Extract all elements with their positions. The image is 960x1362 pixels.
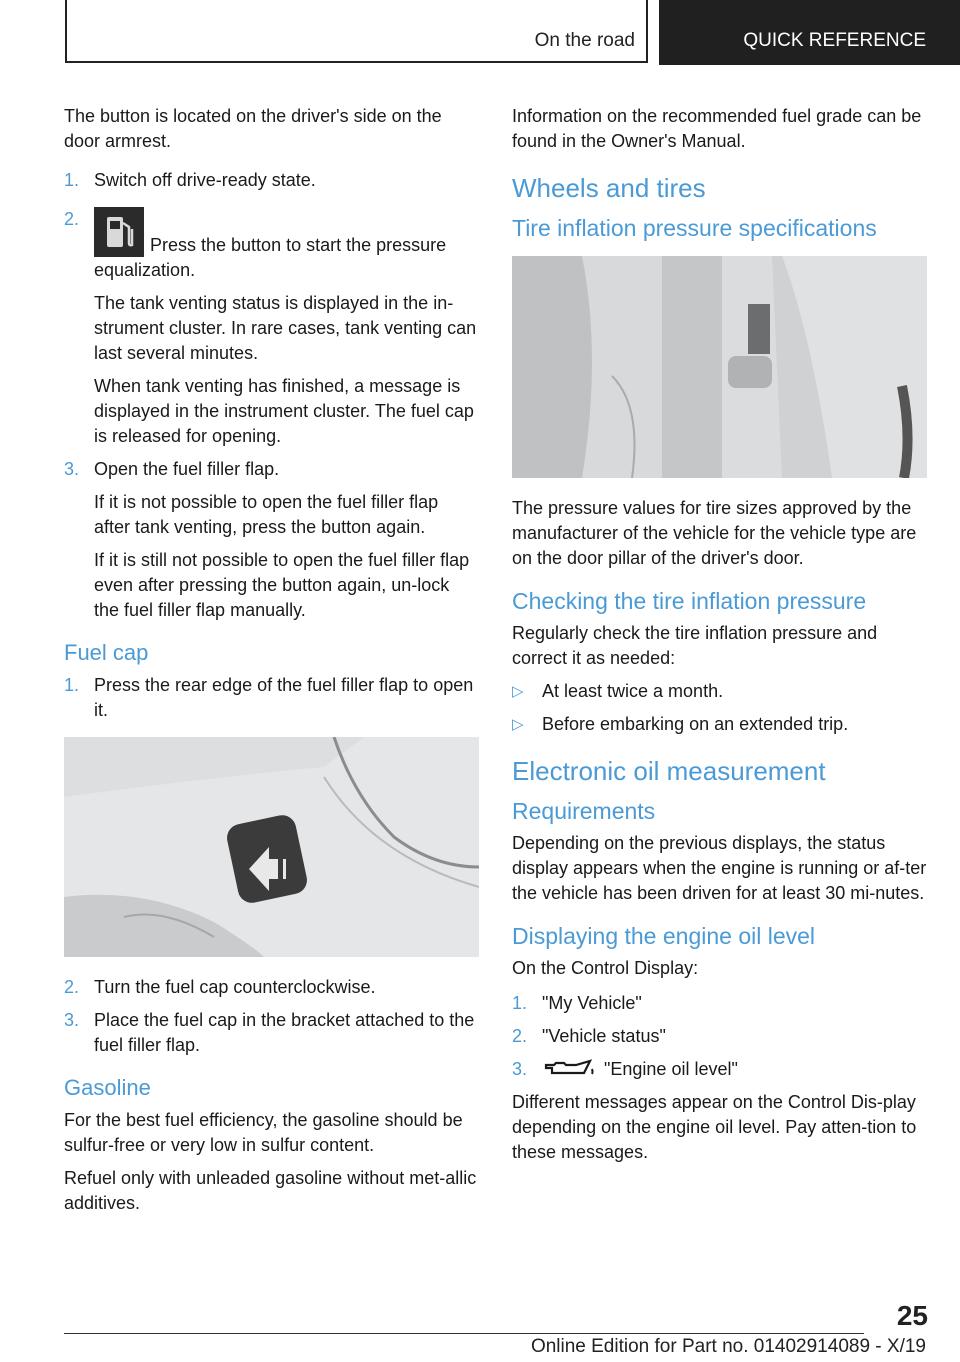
gasoline-paragraph: For the best fuel efficiency, the gasoline should be sulfur-free or very low in sulfur content. bbox=[64, 1110, 463, 1155]
fuel-cap-heading: Fuel cap bbox=[64, 640, 149, 665]
step-number: 2. bbox=[512, 1026, 528, 1046]
page-number: 25 bbox=[896, 1300, 928, 1331]
list-item bbox=[512, 712, 927, 737]
step-text: Press the button to start the pressure equalization. bbox=[94, 235, 447, 280]
intro-paragraph: The button is located on the driver's side on the door armrest. bbox=[64, 106, 442, 151]
list-item-text: Before embarking on an extended trip. bbox=[542, 714, 849, 734]
header-chapter-title: QUICK REFERENCE bbox=[743, 30, 926, 51]
list-item-text: At least twice a month. bbox=[542, 681, 724, 701]
step-detail: If it is not possible to open the fuel filler flap after tank venting, press the button again. bbox=[94, 492, 439, 537]
step-item bbox=[64, 673, 479, 723]
triangle-bullet-icon: ▷ bbox=[512, 716, 524, 733]
step-item bbox=[64, 1008, 479, 1058]
step-number: 3. bbox=[64, 1010, 80, 1030]
step-item bbox=[512, 991, 927, 1016]
step-number: 3. bbox=[64, 459, 80, 479]
door-pillar-image bbox=[512, 256, 927, 478]
step-number: 2. bbox=[64, 977, 80, 997]
step-item bbox=[64, 457, 479, 482]
step-text: Open the fuel filler flap. bbox=[94, 459, 280, 479]
step-text: "Vehicle status" bbox=[542, 1026, 666, 1046]
triangle-bullet-icon: ▷ bbox=[512, 683, 524, 700]
step-text: "My Vehicle" bbox=[542, 993, 642, 1013]
step-detail: The tank venting status is displayed in the in-strument cluster. In rare cases, tank venting can last several minutes. bbox=[94, 293, 477, 363]
oil-can-icon bbox=[542, 1057, 598, 1079]
step-item bbox=[64, 975, 479, 1000]
step-item bbox=[64, 168, 479, 193]
step-detail: If it is still not possible to open the fuel filler flap even after pressing the button again, un-lock the fuel filler flap manually. bbox=[94, 550, 470, 620]
step-item bbox=[512, 1024, 927, 1049]
step-number: 1. bbox=[64, 675, 80, 695]
footer-divider bbox=[64, 1333, 864, 1334]
fuel-flap-image bbox=[64, 737, 479, 957]
step-number: 1. bbox=[512, 993, 528, 1013]
displaying-paragraph: On the Control Display: bbox=[512, 958, 699, 978]
tire-spec-paragraph: The pressure values for tire sizes approved by the manufacturer of the vehicle for the vehicle type are on the door pillar of the driver's door. bbox=[512, 498, 917, 568]
gasoline-heading: Gasoline bbox=[64, 1075, 151, 1100]
step-text: "Engine oil level" bbox=[604, 1059, 738, 1079]
step-detail: When tank venting has finished, a message is displayed in the instrument cluster. The fuel cap is released for opening. bbox=[94, 376, 474, 446]
right-column bbox=[512, 104, 927, 1179]
step-number: 2. bbox=[64, 209, 80, 229]
step-text: Turn the fuel cap counterclockwise. bbox=[94, 977, 376, 997]
requirements-paragraph: Depending on the previous displays, the status display appears when the engine is running or af-ter the vehicle has been driven for at least 30 mi-nutes. bbox=[512, 833, 927, 903]
step-text: Switch off drive-ready state. bbox=[94, 170, 316, 190]
gasoline-paragraph: Refuel only with unleaded gasoline without met-allic additives. bbox=[64, 1168, 477, 1213]
fuel-grade-paragraph: Information on the recommended fuel grade can be found in the Owner's Manual. bbox=[512, 106, 922, 151]
requirements-heading: Requirements bbox=[512, 798, 656, 824]
header-section-title: On the road bbox=[534, 30, 635, 51]
displaying-heading: Displaying the engine oil level bbox=[512, 923, 816, 949]
step-item bbox=[64, 207, 479, 283]
wheels-tires-heading: Wheels and tires bbox=[512, 173, 706, 203]
checking-heading: Checking the tire inflation pressure bbox=[512, 588, 867, 614]
left-column bbox=[64, 104, 479, 1230]
fuel-pump-icon bbox=[94, 207, 144, 257]
footer-edition: Online Edition for Part no. 01402914089 - X/19 bbox=[530, 1336, 926, 1357]
step-text: Press the rear edge of the fuel filler flap to open it. bbox=[94, 675, 474, 720]
list-item bbox=[512, 679, 927, 704]
step-number: 1. bbox=[64, 170, 80, 190]
tire-spec-heading: Tire inflation pressure specifications bbox=[512, 215, 877, 241]
step-number: 3. bbox=[512, 1059, 528, 1079]
oil-messages-paragraph: Different messages appear on the Control Dis-play depending on the engine oil level. Pay atten-tion to these messages. bbox=[512, 1092, 917, 1162]
step-text: Place the fuel cap in the bracket attached to the fuel filler flap. bbox=[94, 1010, 475, 1055]
checking-paragraph: Regularly check the tire inflation pressure and correct it as needed: bbox=[512, 623, 878, 668]
oil-measurement-heading: Electronic oil measurement bbox=[512, 756, 826, 786]
step-item bbox=[512, 1057, 927, 1082]
